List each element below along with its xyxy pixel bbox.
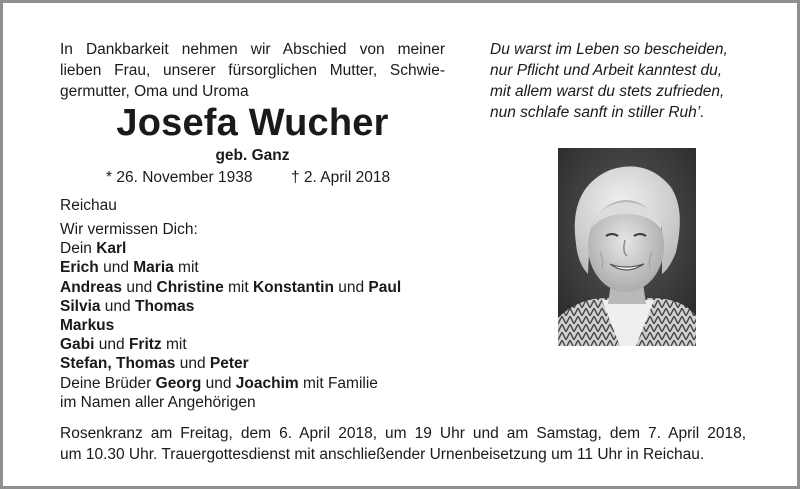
mourner-text: mit Familie [298,374,378,392]
mourner-line [60,278,401,297]
mourner-text: und [100,297,135,315]
death-date: † 2. April 2018 [291,169,391,186]
mourner-name: Christine [156,278,224,296]
mourner-name: Konstantin [252,278,334,296]
intro-line: In Dankbarkeit nehmen wir Abschied von meiner [60,41,445,58]
mourner-name: Silvia [60,297,101,315]
service-line: um 10.30 Uhr. Trauergottesdienst mit anschließender Urnenbeisetzung um 11 Uhr in Reichau. [60,446,705,463]
mourner-text: mit [173,259,199,277]
poem-line: nur Pflicht und Arbeit kanntest du, [490,62,723,79]
mourner-name: Karl [96,240,127,258]
service-line: Rosenkranz am Freitag, dem 6. April 2018, um 19 Uhr und am Samstag, dem 7. April 2018, [60,425,746,442]
poem-line: nun schlafe sanft in stiller Ruh’. [490,104,705,121]
poem-line: mit allem warst du stets zufrieden, [490,83,725,100]
mourner-name: Erich [60,259,99,277]
mourner-name: Georg [155,374,202,392]
poem [490,39,728,123]
mourner-text: und [122,278,157,296]
intro-text [60,39,445,102]
mourner-name: Markus [60,317,115,335]
mourner-name: Andreas [60,278,123,296]
mourner-line [60,374,401,393]
mourner-text: mit [161,336,187,354]
mourner-line [60,316,401,335]
mourner-line [60,354,401,373]
mourner-text: Deine Brüder [60,374,156,392]
mourner-text: Dein [60,240,97,258]
mourner-name: Fritz [128,336,162,354]
mourner-text: und [175,355,210,373]
portrait-image [558,148,696,346]
mourner-text: und [201,374,236,392]
mourner-name: Paul [368,278,402,296]
mourner-name: Thomas [134,297,195,315]
life-dates [106,167,406,188]
birth-date: * 26. November 1938 [106,169,253,186]
mourner-line [60,258,401,277]
obituary-notice [3,3,797,486]
poem-line: Du warst im Leben so bescheiden, [490,41,728,58]
intro-line: germutter, Oma und Uroma [60,83,249,100]
mourner-text: Wir vermissen Dich: [60,221,198,238]
mourner-name: Stefan, Thomas [60,355,176,373]
service-details [60,423,746,465]
mourners-list [60,220,401,412]
mourner-name: Gabi [60,336,95,354]
mourner-name: Peter [209,355,249,373]
mourner-line [60,335,401,354]
mourner-line [60,393,401,412]
mourner-line [60,297,401,316]
mourner-text: und [98,259,134,277]
mourner-name: Maria [133,259,174,277]
mourner-text: und [94,336,129,354]
mourner-text: und [333,278,369,296]
portrait-photo [558,148,696,346]
mourner-text: mit [223,278,253,296]
mourner-line [60,220,401,239]
birth-name: geb. Ganz [215,147,290,164]
mourner-name: Joachim [235,374,299,392]
mourner-line [60,239,401,258]
deceased-name: Josefa Wucher [116,102,389,144]
intro-line: lieben Frau, unserer fürsorglichen Mutter, Schwie- [60,62,445,79]
mourner-text: im Namen aller Angehörigen [60,393,256,411]
residence: Reichau [60,197,117,214]
